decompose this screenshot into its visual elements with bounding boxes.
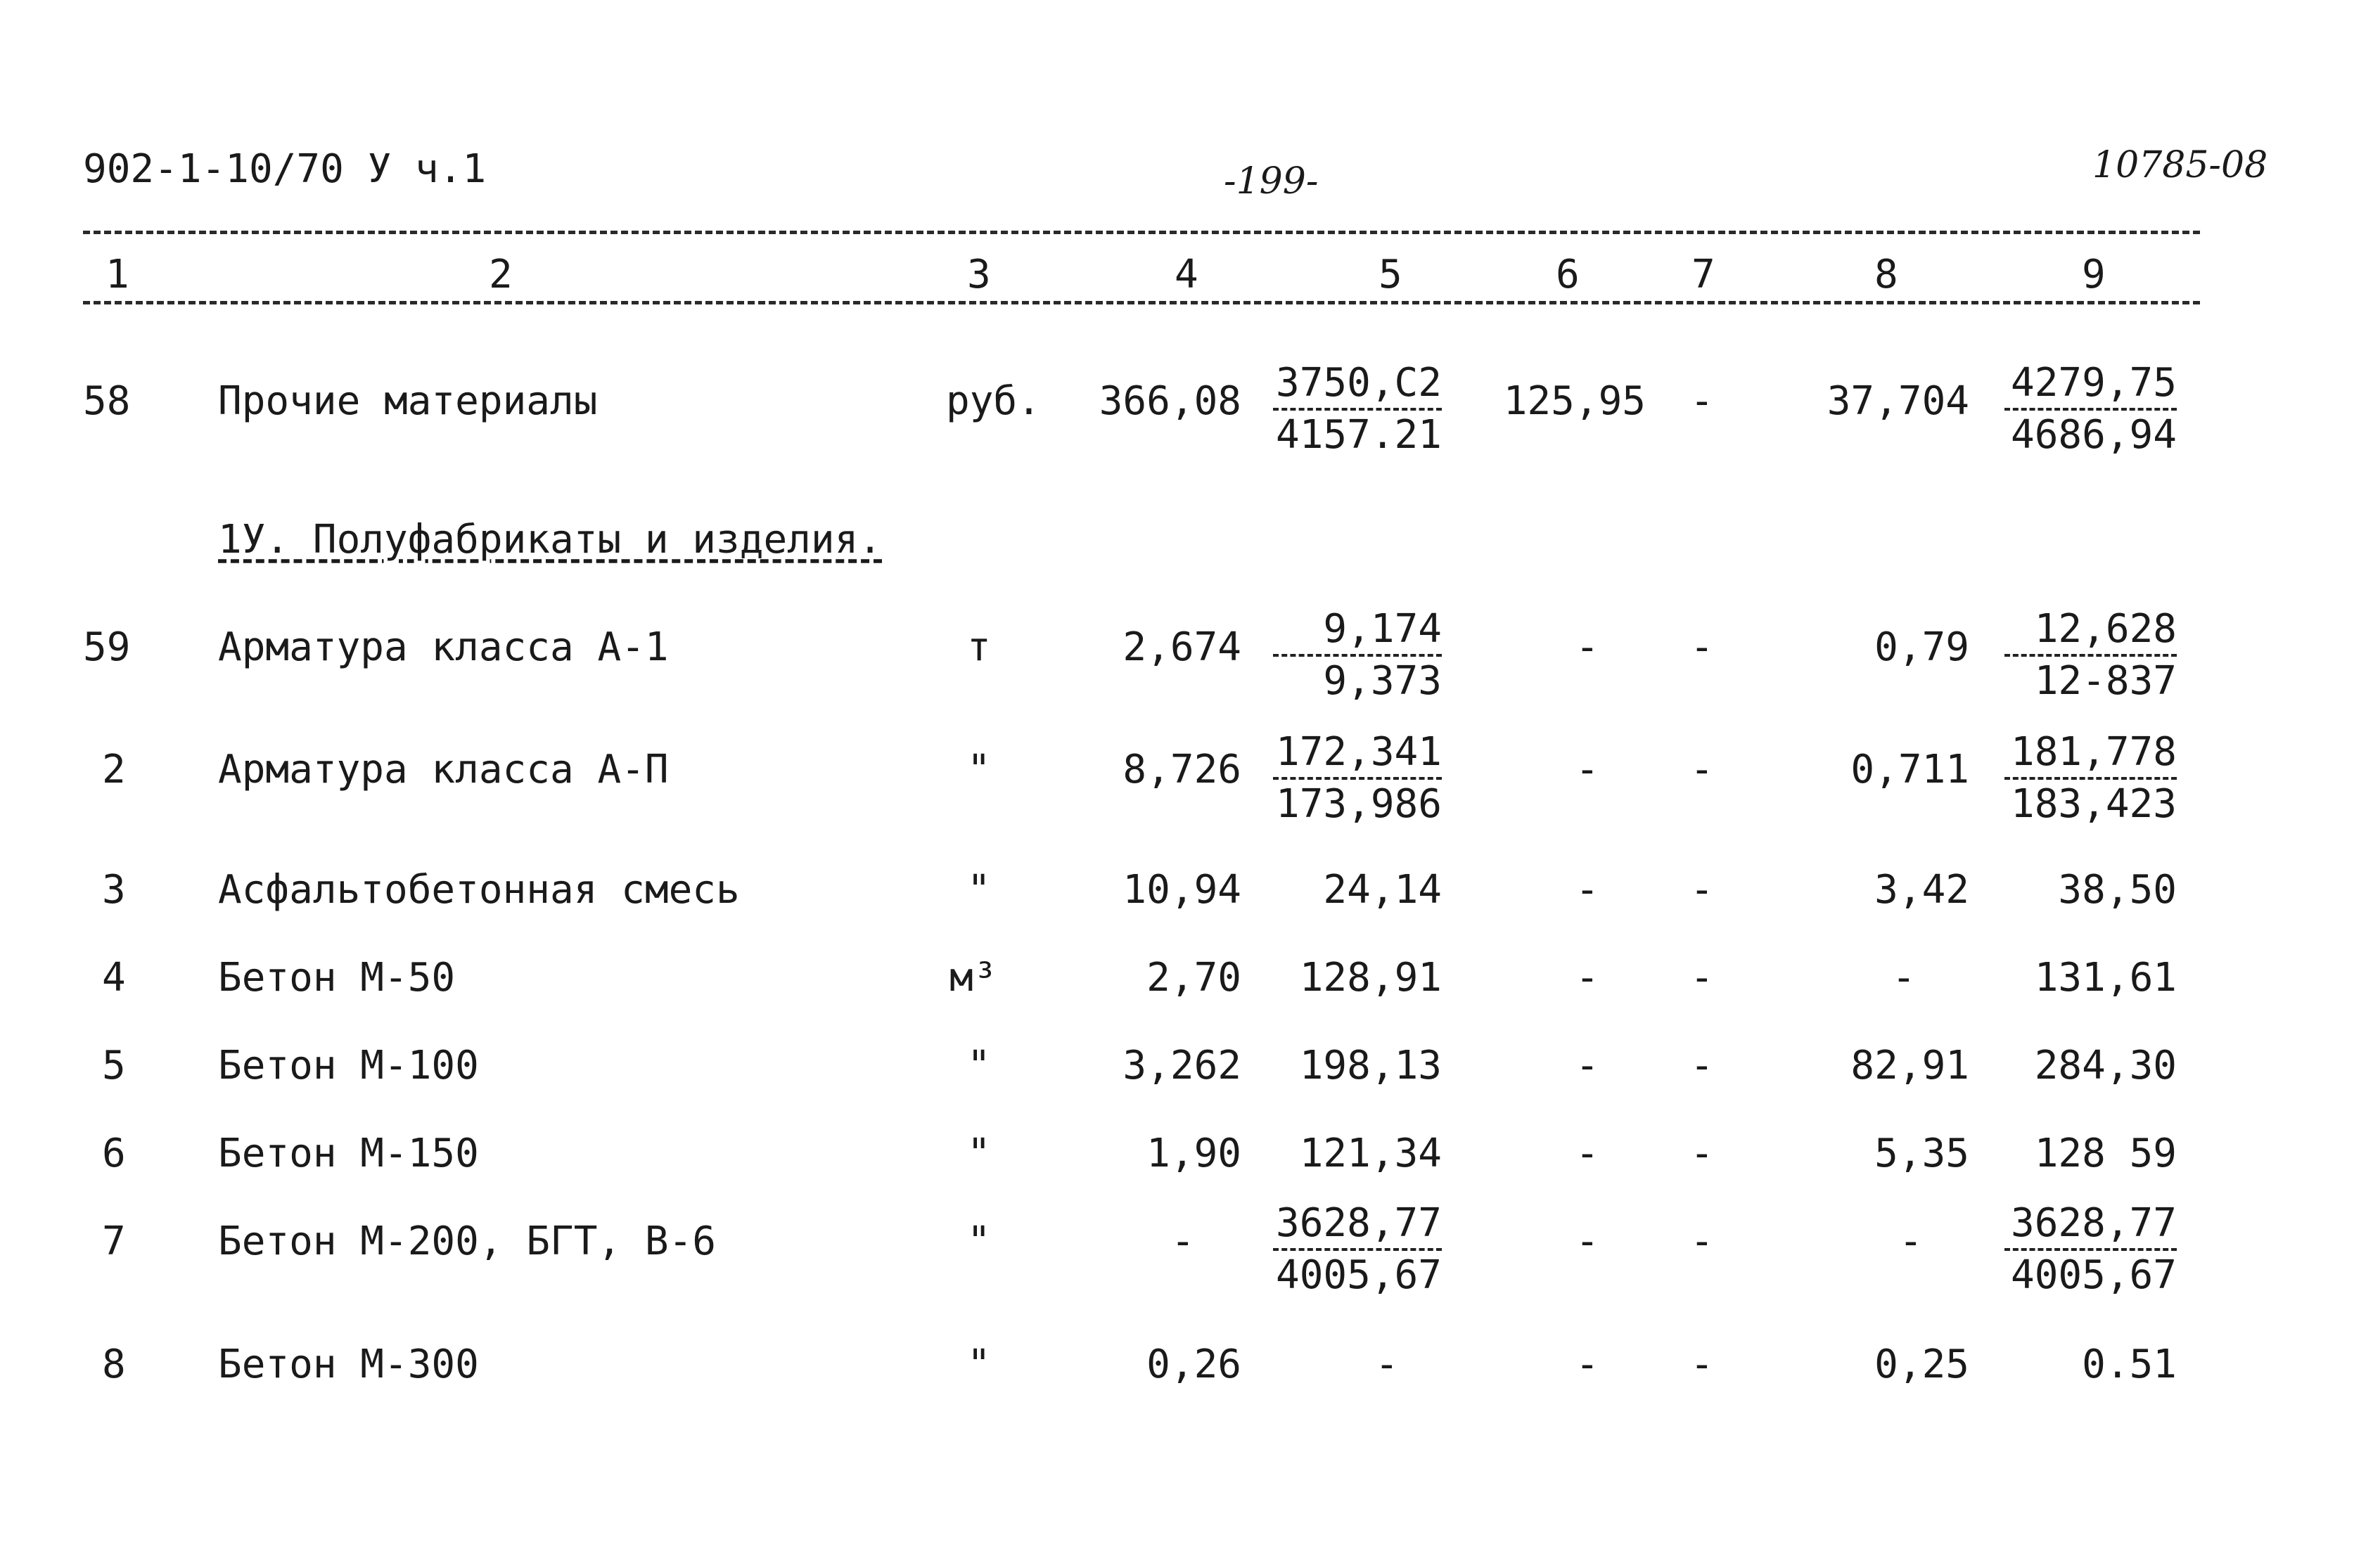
col9-top: 12,628 [2004,605,2177,657]
document-code: 902-1-10/70 У ч.1 [83,146,487,192]
col9-value: 131,61 [2034,955,2177,1001]
col-number-7: 7 [1691,252,1715,297]
col8-value: 37,704 [1827,378,1969,424]
col5-bottom: 4157.21 [1275,412,1442,458]
col-number-2: 2 [489,252,513,297]
col8-value: 0,79 [1874,624,1969,670]
unit: " [967,1342,991,1387]
col9-top: 4279,75 [2004,359,2177,411]
col6-value: - [1575,1131,1599,1176]
col4-value: 0,26 [1146,1342,1241,1387]
col5-top: 172,341 [1273,728,1442,780]
col6-value: - [1575,1219,1599,1264]
col6-value: - [1575,624,1599,670]
unit: " [967,1131,991,1176]
col4-value: 2,70 [1146,955,1241,1001]
col4-value: 366,08 [1099,378,1241,424]
col6-value: - [1575,1043,1599,1088]
row-number: 59 [83,624,131,670]
row-number: 7 [102,1219,126,1264]
col-number-9: 9 [2082,252,2106,297]
unit: " [967,867,991,913]
material-name: Арматура класса А-П [218,747,669,792]
material-name: Асфальтобетонная смесь [218,867,740,913]
col5-fraction [1273,728,1442,829]
col6-value: - [1575,867,1599,913]
top-rule [83,231,2200,234]
col7-value: - [1690,1043,1714,1088]
unit: " [967,747,991,792]
col5-value: - [1375,1342,1399,1387]
unit: т [967,624,991,670]
col9-value: 284,30 [2034,1043,2177,1088]
col9-bottom: 4686,94 [2010,412,2177,458]
col9-bottom: 4005,67 [2010,1252,2177,1298]
col8-value: 3,42 [1874,867,1969,913]
col9-fraction [2004,1199,2177,1300]
unit: м³ [949,955,997,1001]
col5-value: 121,34 [1299,1131,1442,1176]
col5-value: 24,14 [1323,867,1442,913]
column-header-rule [83,301,2200,304]
col4-value: 1,90 [1146,1131,1241,1176]
row-number: 8 [102,1342,126,1387]
col9-value: 128 59 [2034,1131,2177,1176]
page-number: -199- [1224,160,1319,203]
col6-value: 125,95 [1503,378,1646,424]
material-name: Бетон М-100 [218,1043,479,1088]
col8-value: 0,711 [1850,747,1969,792]
col4-value: - [1171,1219,1195,1264]
col9-bottom: 12-837 [2034,658,2177,704]
col9-value: 0.51 [2082,1342,2177,1387]
material-name: Прочие материалы [218,378,598,424]
col5-top: 3750,С2 [1273,359,1442,411]
material-name: Бетон М-150 [218,1131,479,1176]
col7-value: - [1690,1131,1714,1176]
col7-value: - [1690,747,1714,792]
section-title: 1У. Полуфабрикаты и изделия. [218,517,883,563]
col8-value: 82,91 [1850,1043,1969,1088]
unit: " [967,1219,991,1264]
row-number: 4 [102,955,126,1001]
archive-number: 10785-08 [2092,144,2268,186]
col7-value: - [1690,1219,1714,1264]
col-number-8: 8 [1874,252,1898,297]
material-name: Арматура класса А-1 [218,624,669,670]
col5-fraction [1273,605,1442,706]
material-name: Бетон М-50 [218,955,456,1001]
unit: " [967,1043,991,1088]
col8-value: 5,35 [1874,1131,1969,1176]
col9-fraction [2004,605,2177,706]
material-name: Бетон М-200, БГТ, В-6 [218,1219,717,1264]
col9-bottom: 183,423 [2010,781,2177,827]
unit: руб. [946,378,1041,424]
row-number: 5 [102,1043,126,1088]
material-name: Бетон М-300 [218,1342,479,1387]
col-number-4: 4 [1175,252,1198,297]
col5-top: 3628,77 [1273,1199,1442,1251]
col-number-5: 5 [1379,252,1402,297]
row-number: 6 [102,1131,126,1176]
col4-value: 10,94 [1122,867,1241,913]
col5-bottom: 173,986 [1275,781,1442,827]
col9-fraction [2004,359,2177,460]
col9-value: 38,50 [2058,867,2177,913]
row-number: 2 [102,747,126,792]
col5-top: 9,174 [1273,605,1442,657]
col8-value: - [1899,1219,1923,1264]
row-number: 3 [102,867,126,913]
col7-value: - [1690,1342,1714,1387]
col7-value: - [1690,955,1714,1001]
col7-value: - [1690,867,1714,913]
col9-top: 181,778 [2004,728,2177,780]
col5-bottom: 4005,67 [1275,1252,1442,1298]
col5-fraction [1273,359,1442,460]
col5-value: 128,91 [1299,955,1442,1001]
col5-fraction [1273,1199,1442,1300]
col4-value: 8,726 [1122,747,1241,792]
col8-value: - [1892,955,1916,1001]
col-number-3: 3 [967,252,991,297]
col4-value: 3,262 [1122,1043,1241,1088]
col5-bottom: 9,373 [1323,658,1442,704]
col9-fraction [2004,728,2177,829]
col-number-6: 6 [1556,252,1580,297]
col7-value: - [1690,624,1714,670]
col7-value: - [1690,378,1714,424]
col9-top: 3628,77 [2004,1199,2177,1251]
row-number: 58 [83,378,131,424]
col8-value: 0,25 [1874,1342,1969,1387]
col6-value: - [1575,955,1599,1001]
col6-value: - [1575,747,1599,792]
col-number-1: 1 [105,252,129,297]
col6-value: - [1575,1342,1599,1387]
col4-value: 2,674 [1122,624,1241,670]
col5-value: 198,13 [1299,1043,1442,1088]
